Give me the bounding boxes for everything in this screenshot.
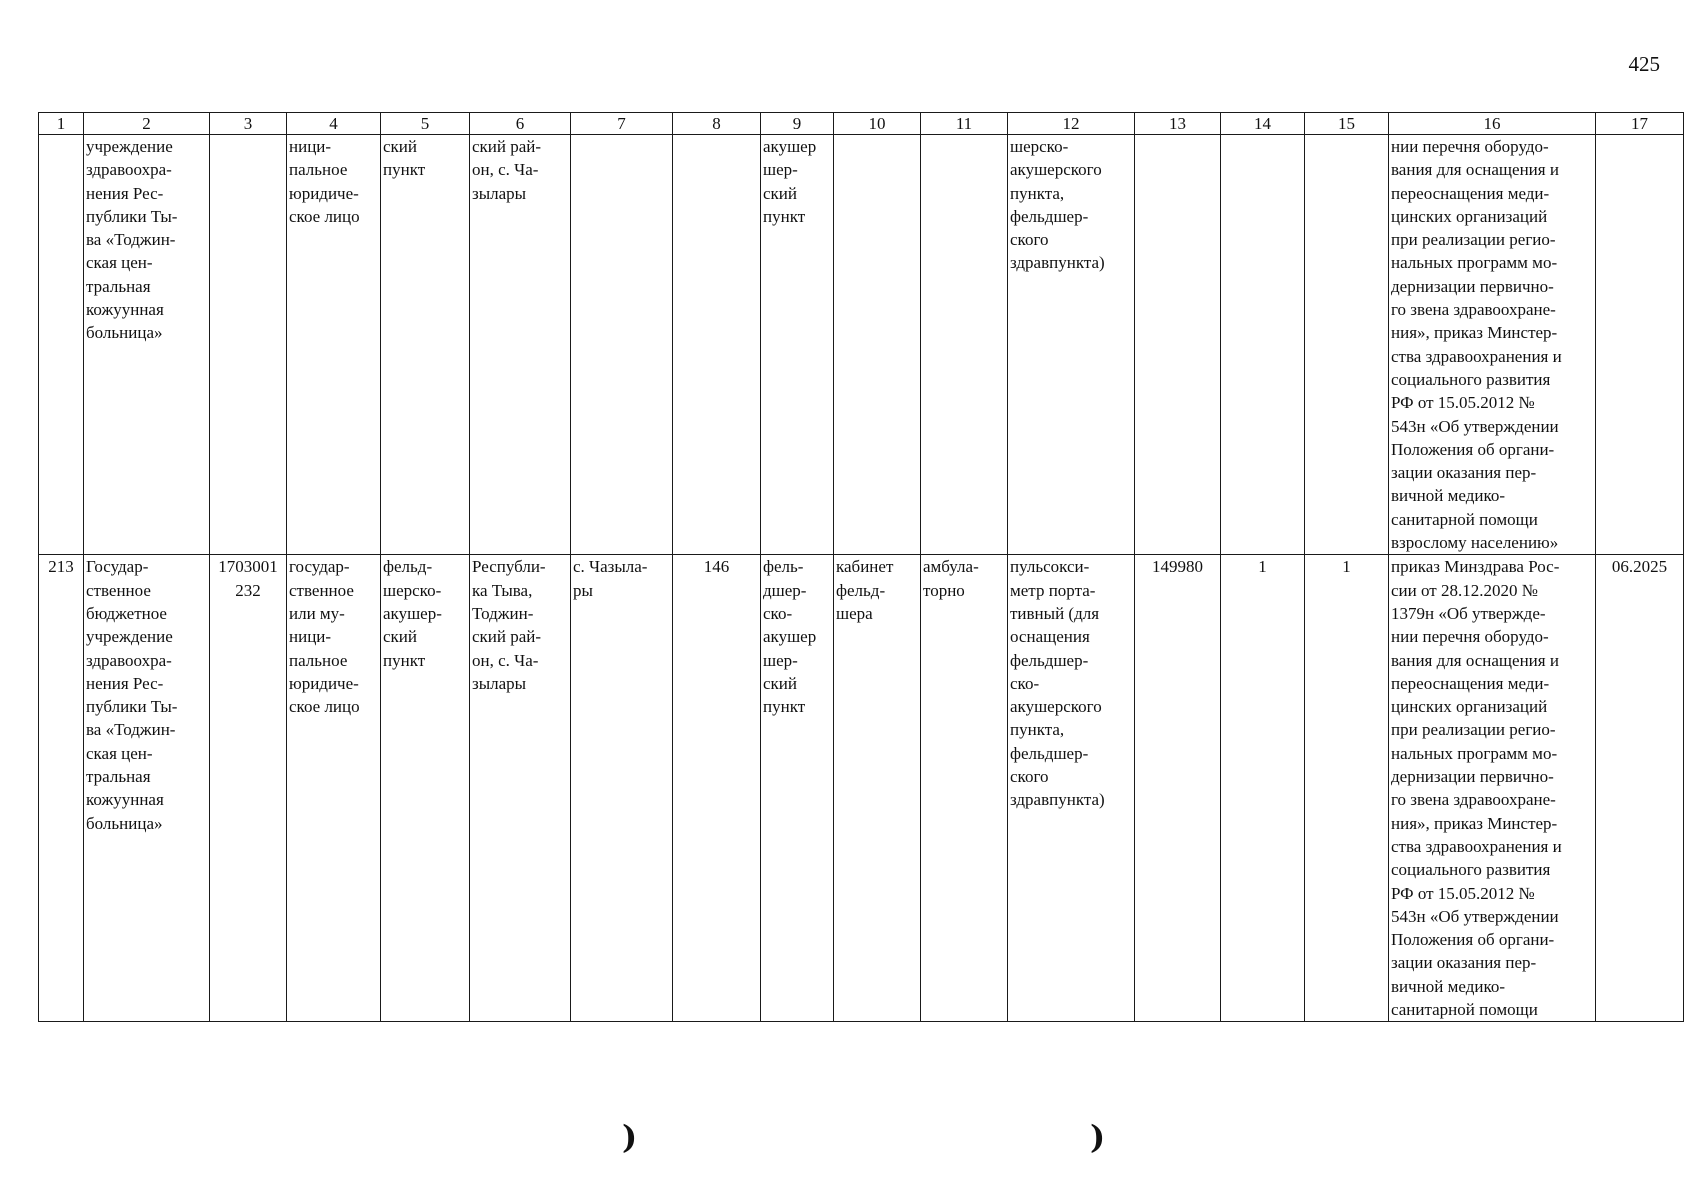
page-mark: ) <box>1090 1118 1106 1156</box>
cell-code: 1703001 232 <box>210 555 287 1022</box>
cell-subdivision: акушер шер- ский пункт <box>761 135 834 555</box>
column-header: 17 <box>1596 113 1684 135</box>
cell-settlement <box>571 135 673 555</box>
cell-regulation: нии перечня оборудо- вания для оснащения и переоснащения меди- цинских организаций при реализации регио- нальных программ мо- дернизации первично- го звена здравоохране- ния», приказ Минстер- ства здравоохранения и социального развития РФ от 15.05.2012 № 543н «Об утверждении Положения об органи- зации оказания пер- вичной медико- санитарной помощи взрослому населению» <box>1389 135 1596 555</box>
table-row <box>39 135 1684 555</box>
cell-population <box>673 135 761 555</box>
column-header: 9 <box>761 113 834 135</box>
cell-quantity-total: 1 <box>1305 555 1389 1022</box>
table-header-row <box>39 113 1684 135</box>
column-header: 3 <box>210 113 287 135</box>
cell-organization: Государ- ственное бюджетное учреждение здравоохра- нения Рес- публики Ты- ва «Тоджин- ская цен- тральная кожуунная больница» <box>84 555 210 1022</box>
cell-care-type <box>921 135 1008 555</box>
column-header: 1 <box>39 113 84 135</box>
cell-care-type: амбула- торно <box>921 555 1008 1022</box>
cell-room <box>834 135 921 555</box>
cell-address: Республи- ка Тыва, Тоджин- ский рай- он, с. Ча- зылары <box>470 555 571 1022</box>
column-header: 8 <box>673 113 761 135</box>
cell-equipment: шерско- акушерского пункта, фельдшер- ского здравпункта) <box>1008 135 1135 555</box>
table-row <box>39 555 1684 1022</box>
column-header: 5 <box>381 113 470 135</box>
cell-address: ский рай- он, с. Ча- зылары <box>470 135 571 555</box>
column-header: 15 <box>1305 113 1389 135</box>
cell-organization: учреждение здравоохра- нения Рес- публики Ты- ва «Тоджин- ская цен- тральная кожуунная больница» <box>84 135 210 555</box>
registry-table <box>38 112 1684 1022</box>
column-header: 11 <box>921 113 1008 135</box>
cell-legal-form: ници- пальное юридиче- ское лицо <box>287 135 381 555</box>
cell-number: 213 <box>39 555 84 1022</box>
page-mark: ) <box>622 1118 638 1156</box>
cell-subdivision: фель- дшер- ско- акушер шер- ский пункт <box>761 555 834 1022</box>
cell-number <box>39 135 84 555</box>
column-header: 14 <box>1221 113 1305 135</box>
cell-date: 06.2025 <box>1596 555 1684 1022</box>
cell-regulation: приказ Минздрава Рос- сии от 28.12.2020 № 1379н «Об утвержде- нии перечня оборудо- вания для оснащения и переоснащения меди- цинских организаций при реализации регио- нальных программ мо- дернизации первично- го звена здравоохране- ния», приказ Минстер- ства здравоохранения и социального развития РФ от 15.05.2012 № 543н «Об утверждении Положения об органи- зации оказания пер- вичной медико- санитарной помощи <box>1389 555 1596 1022</box>
column-header: 6 <box>470 113 571 135</box>
cell-quantity: 1 <box>1221 555 1305 1022</box>
cell-code <box>210 135 287 555</box>
cell-quantity-total <box>1305 135 1389 555</box>
column-header: 7 <box>571 113 673 135</box>
cell-equipment: пульсокси- метр порта- тивный (для оснащения фельдшер- ско- акушерского пункта, фельдшер- ского здравпункта) <box>1008 555 1135 1022</box>
column-header: 13 <box>1135 113 1221 135</box>
column-header: 2 <box>84 113 210 135</box>
cell-unit-type: фельд- шерско- акушер- ский пункт <box>381 555 470 1022</box>
cell-quantity <box>1221 135 1305 555</box>
column-header: 12 <box>1008 113 1135 135</box>
cell-price <box>1135 135 1221 555</box>
cell-date <box>1596 135 1684 555</box>
cell-population: 146 <box>673 555 761 1022</box>
cell-price: 149980 <box>1135 555 1221 1022</box>
cell-room: кабинет фельд- шера <box>834 555 921 1022</box>
page-number: 425 <box>1628 52 1660 76</box>
cell-settlement: с. Чазыла- ры <box>571 555 673 1022</box>
column-header: 10 <box>834 113 921 135</box>
column-header: 16 <box>1389 113 1596 135</box>
cell-legal-form: государ- ственное или му- ници- пальное юридиче- ское лицо <box>287 555 381 1022</box>
cell-unit-type: ский пункт <box>381 135 470 555</box>
column-header: 4 <box>287 113 381 135</box>
